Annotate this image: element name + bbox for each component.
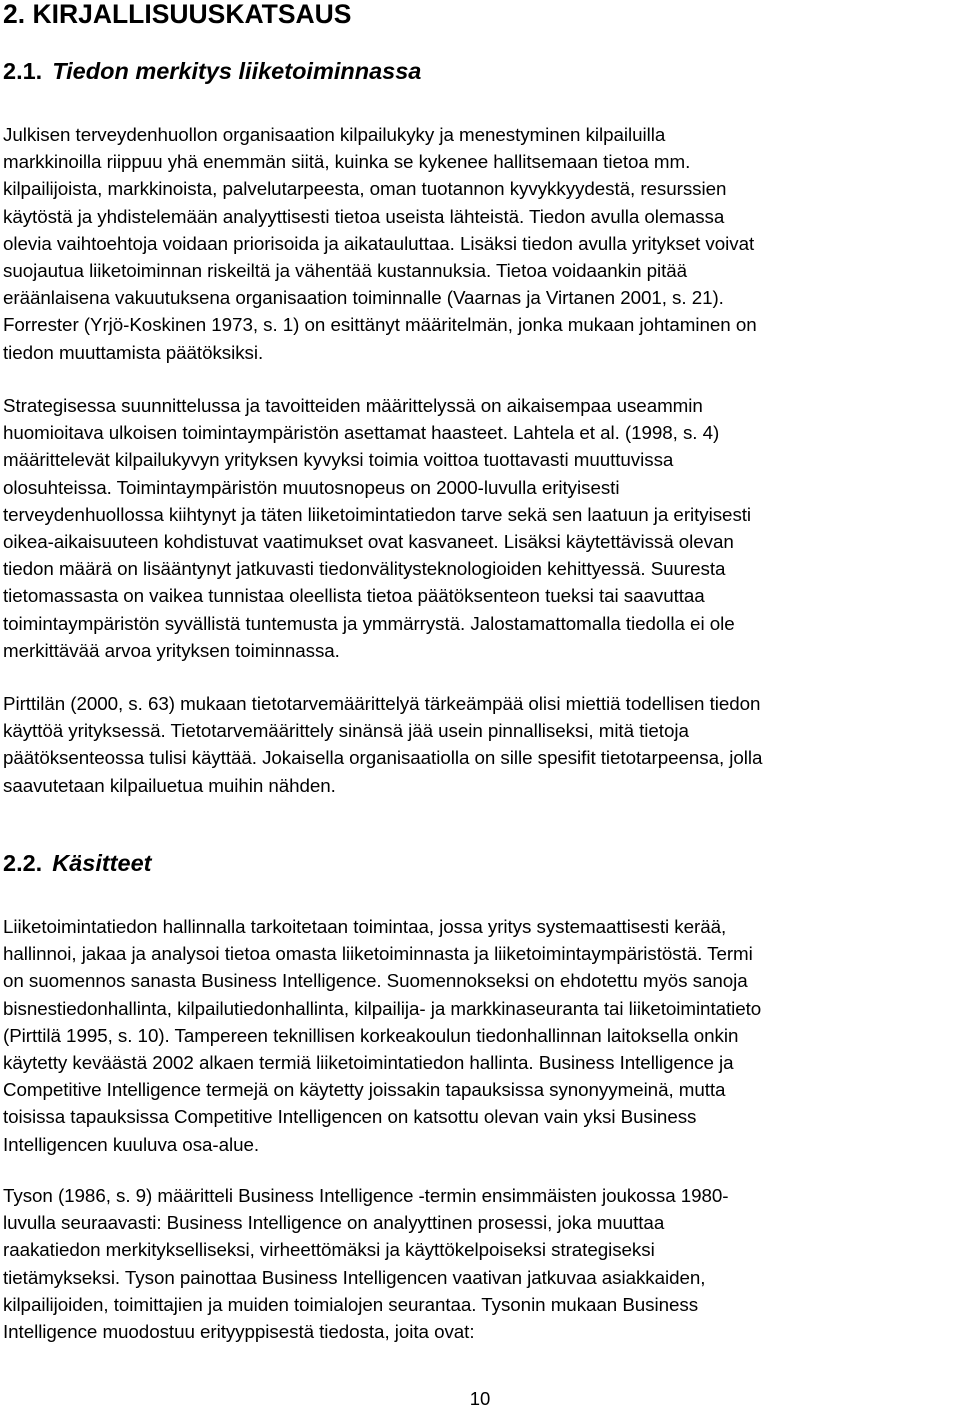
text-line: (Pirttilä 1995, s. 10). Tampereen teknillisen korkeakoulun tiedonhallinnan laitoksella onkin <box>3 1024 739 1046</box>
text-line: tietämykseksi. Tyson painottaa Business Intelligencen vaativan jatkuvaa asiakkaiden, <box>3 1266 706 1288</box>
paragraph-3 <box>3 690 958 799</box>
text-line: Liiketoimintatiedon hallinnalla tarkoitetaan toimintaa, jossa yritys systemaattisesti kerää, <box>3 916 727 937</box>
text-line: markkinoilla riippuu yhä enemmän siitä, kuinka se kykenee hallitsemaan tietoa mm. <box>3 151 691 173</box>
paragraph-4 <box>3 913 958 1158</box>
text-line: terveydenhuollossa kiihtynyt ja täten liiketoimintatiedon tarve sekä sen laatuun ja erityisesti <box>3 503 752 525</box>
text-line: Pirttilän (2000, s. 63) mukaan tietotarvemäärittelyä tärkeämpää olisi miettiä todellisen tiedon <box>3 693 761 714</box>
text-line: oikea-aikaisuuteen kohdistuvat vaatimukset ovat kasvaneet. Lisäksi käytettävissä olevan <box>3 531 734 553</box>
section-number: 2.1. <box>3 58 43 84</box>
text-line: raakatiedon merkitykselliseksi, virheettömäksi ja käyttökelpoiseksi strategiseksi <box>3 1239 655 1261</box>
section-number: 2.2. <box>3 850 43 876</box>
text-line: olevia vaihtoehtoja voidaan priorisoida ja aikatauluttaa. Lisäksi tiedon avulla yritykset voivat <box>3 232 755 254</box>
text-line: on suomennos sanasta Business Intelligence. Suomennokseksi on ehdotettu myös sanoja <box>3 970 748 992</box>
text-line: määrittelevät kilpailukyvyn yrityksen kyvyksi toimia voittoa tuottavasti muuttuvissa <box>3 449 674 471</box>
text-line: toisissa tapauksissa Competitive Intelligencen on katsottu olevan vain yksi Business <box>3 1106 697 1128</box>
text-line: Forrester (Yrjö-Koskinen 1973, s. 1) on esittänyt määritelmän, jonka mukaan johtaminen on <box>3 314 757 336</box>
text-line: kilpailijoista, markkinoista, palvelutarpeesta, oman tuotannon kyvykkyydestä, resurssien <box>3 178 727 200</box>
text-line: tietomassasta on vaikea tunnistaa oleellista tietoa päätöksenteon tueksi tai saavuttaa <box>3 585 705 607</box>
text-line: Intelligence muodostuu erityyppisestä tiedosta, joita ovat: <box>3 1321 475 1343</box>
chapter-heading: 2. KIRJALLISUUSKATSAUS <box>3 0 352 29</box>
text-line: Competitive Intelligence termejä on käytetty joissakin tapauksissa synonyymeinä, mutta <box>3 1079 726 1101</box>
text-line: käytetty keväästä 2002 alkaen termiä liiketoimintatiedon hallinta. Business Intelligence ja <box>3 1052 734 1074</box>
text-line: käyttöä yrityksessä. Tietotarvemäärittely sinänsä jää usein pinnalliseksi, mitä tietoja <box>3 720 689 742</box>
text-line: hallinnoi, jakaa ja analysoi tietoa omasta liiketoiminnasta ja liiketoimintaympäristöstä. Termi <box>3 943 753 965</box>
text-line: kilpailijoiden, toimittajien ja muiden toimialojen seurantaa. Tysonin mukaan Business <box>3 1293 699 1315</box>
text-line: saavutetaan kilpailuetua muihin nähden. <box>3 774 336 796</box>
text-line: huomioitava ulkoisen toimintaympäristön asettamat haasteet. Lahtela et al. (1998, s. 4) <box>3 422 720 444</box>
paragraph-2 <box>3 392 958 664</box>
page-number: 10 <box>469 1388 491 1409</box>
text-line: luvulla seuraavasti: Business Intelligence on analyyttinen prosessi, joka muuttaa <box>3 1212 665 1234</box>
section-title: Käsitteet <box>52 850 152 876</box>
text-line: tiedon määrä on lisääntynyt jatkuvasti tiedonvälitysteknologioiden kehittyessä. Suuresta <box>3 558 726 580</box>
text-line: eräänlaisena vakuutuksena organisaation toiminnalle (Vaarnas ja Virtanen 2001, s. 21). <box>3 287 724 309</box>
section-heading-2-1 <box>3 56 421 86</box>
section-heading-2-2 <box>3 848 151 878</box>
text-line: Intelligencen kuuluva osa-alue. <box>3 1133 260 1155</box>
text-line: suojautua liiketoiminnan riskeiltä ja vähentää kustannuksia. Tietoa voidaankin pitää <box>3 260 688 282</box>
text-line: bisnestiedonhallinta, kilpailutiedonhallinta, kilpailija- ja markkinaseuranta tai liiketoimintatieto <box>3 997 762 1019</box>
text-line: Tyson (1986, s. 9) määritteli Business Intelligence -termin ensimmäisten joukossa 1980- <box>3 1185 729 1206</box>
text-line: Strategisessa suunnittelussa ja tavoitteiden määrittelyssä on aikaisempaa useammin <box>3 395 703 416</box>
text-line: merkittävää arvoa yrityksen toiminnassa. <box>3 639 340 661</box>
text-line: päätöksenteossa tulisi käyttää. Jokaisella organisaatiolla on sille spesifit tietotarpeensa, jolla <box>3 747 763 769</box>
paragraph-5 <box>3 1182 958 1345</box>
text-line: toimintaympäristön syvällistä tuntemusta ja ymmärrystä. Jalostamattomalla tiedolla ei ole <box>3 612 735 634</box>
text-line: olosuhteissa. Toimintaympäristön muutosnopeus on 2000-luvulla erityisesti <box>3 476 620 498</box>
section-title: Tiedon merkitys liiketoiminnassa <box>52 58 422 84</box>
text-line: Julkisen terveydenhuollon organisaation kilpailukyky ja menestyminen kilpailuilla <box>3 124 666 145</box>
paragraph-1 <box>3 121 958 366</box>
text-line: käytöstä ja yhdistelemään analyyttisesti tietoa useista lähteistä. Tiedon avulla olemassa <box>3 205 725 227</box>
text-line: tiedon muuttamista päätöksiksi. <box>3 341 264 363</box>
